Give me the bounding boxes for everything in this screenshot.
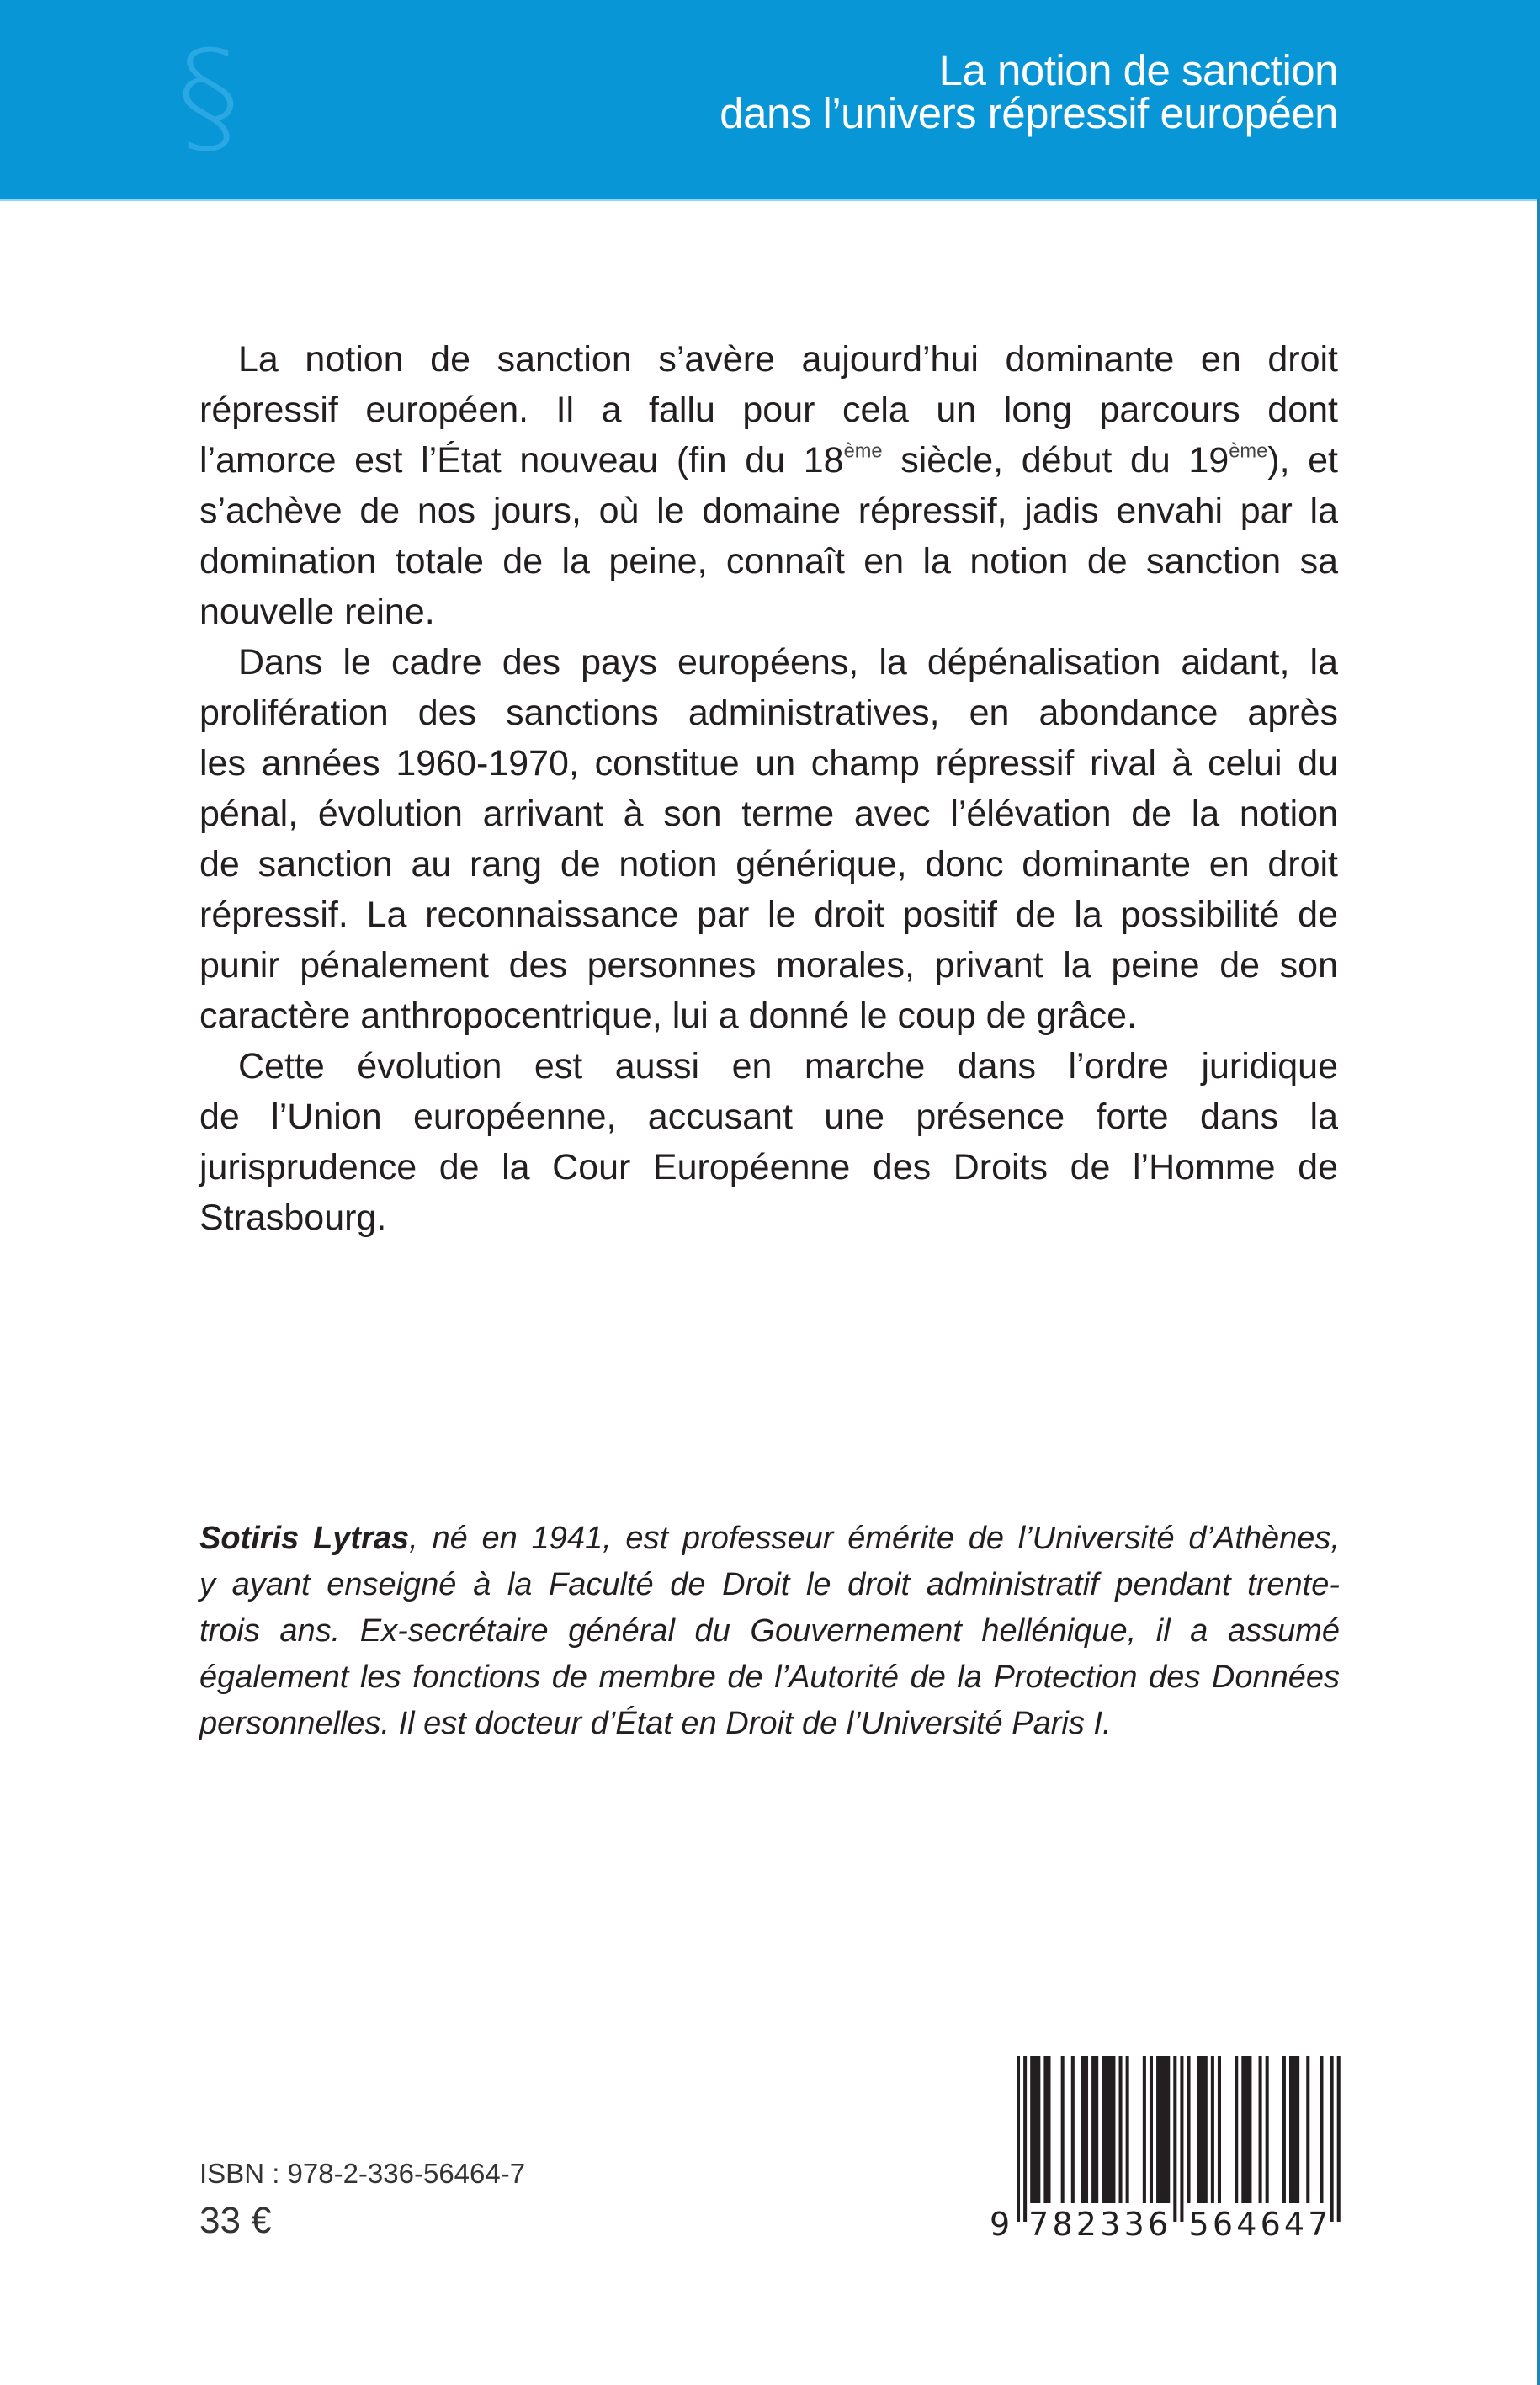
blurb-line: Dans le cadre des pays européens, la dépénalisation aidant, la [238, 642, 1338, 683]
back-cover-blurb [199, 334, 1338, 1243]
barcode-right-digit: 5 [1188, 2206, 1209, 2243]
ordinal-superscript: ème [843, 440, 883, 463]
barcode-left-digit: 6 [1147, 2206, 1169, 2243]
author-name: Sotiris Lytras [199, 1521, 410, 1556]
book-title-line-2: dans l’univers répressif européen [720, 89, 1338, 137]
blurb-line: caractère anthropocentrique, lui a donné le coup de grâce. [199, 996, 1137, 1036]
blurb-line: de sanction au rang de notion générique, donc dominante en droit [199, 844, 1338, 884]
barcode-left-digit: 3 [1123, 2206, 1144, 2243]
blurb-line: de l’Union européenne, accusant une présence forte dans la [199, 1097, 1338, 1137]
barcode-left-digit: 3 [1100, 2206, 1121, 2243]
blurb-line: pénal, évolution arrivant à son terme avec l’élévation de la notion [199, 794, 1338, 834]
blurb-line: les années 1960-1970, constitue un champ répressif rival à celui du [199, 743, 1338, 783]
blurb-line-with-ordinals [199, 435, 1338, 486]
header-divider [0, 199, 1538, 201]
bio-line: y ayant enseigné à la Faculté de Droit le droit administratif pendant trente- [199, 1567, 1340, 1602]
price-label: 33 € [199, 2200, 272, 2241]
isbn-label: ISBN : 978-2-336-56464-7 [199, 2158, 526, 2189]
author-bio [199, 1516, 1340, 1747]
barcode-left-digit: 8 [1052, 2206, 1073, 2243]
barcode-right-digit: 4 [1236, 2206, 1257, 2243]
blurb-text: l’amorce est l’État nouveau (fin du 18 [199, 440, 844, 481]
bio-line: personnelles. Il est docteur d’État en Droit de l’Université Paris I. [199, 1706, 1112, 1741]
blurb-line: répressif. La reconnaissance par le droit positif de la possibilité de [199, 895, 1338, 935]
blurb-line: La notion de sanction s’avère aujourd’hui dominante en droit [238, 339, 1338, 380]
blurb-line: jurisprudence de la Cour Européenne des Droits de l’Homme de [199, 1147, 1338, 1187]
blurb-text: ), et [1267, 440, 1339, 481]
ean13-barcode [985, 2053, 1355, 2247]
bio-text: , né en 1941, est professeur émérite de l’Université d’Athènes, [409, 1521, 1340, 1556]
blurb-line: Cette évolution est aussi en marche dans l’ordre juridique [238, 1046, 1338, 1086]
bio-line: trois ans. Ex-secrétaire général du Gouvernement hellénique, il a assumé [199, 1613, 1340, 1649]
blurb-line: s’achève de nos jours, où le domaine répressif, jadis envahi par la [199, 491, 1338, 531]
book-title [720, 46, 1338, 137]
barcode-first-digit: 9 [990, 2206, 1011, 2243]
blurb-line: répressif européen. Il a fallu pour cela un long parcours dont [199, 390, 1338, 430]
ordinal-superscript: ème [1229, 440, 1268, 463]
barcode-right-digit: 6 [1260, 2206, 1281, 2243]
cover-header-band [0, 0, 1540, 199]
barcode-left-digit: 7 [1028, 2206, 1049, 2243]
barcode-digits [985, 2053, 1355, 2247]
barcode-right-digit: 7 [1308, 2206, 1329, 2243]
blurb-line: prolifération des sanctions administratives, en abondance après [199, 693, 1338, 733]
blurb-line: nouvelle reine. [199, 592, 435, 632]
book-title-line-1: La notion de sanction [938, 46, 1338, 94]
bio-line: également les fonctions de membre de l’Autorité de la Protection des Données [199, 1660, 1340, 1695]
blurb-line: punir pénalement des personnes morales, privant la peine de son [199, 945, 1338, 985]
barcode-left-digit: 2 [1075, 2206, 1097, 2243]
blurb-text: siècle, début du 19 [882, 440, 1229, 481]
bio-line [199, 1516, 1340, 1562]
blurb-line: domination totale de la peine, connaît en la notion de sanction sa [199, 541, 1338, 582]
section-sign-icon: § [177, 24, 241, 171]
blurb-line: Strasbourg. [199, 1198, 387, 1238]
barcode-right-digit: 4 [1283, 2206, 1305, 2243]
barcode-right-digit: 6 [1212, 2206, 1234, 2243]
